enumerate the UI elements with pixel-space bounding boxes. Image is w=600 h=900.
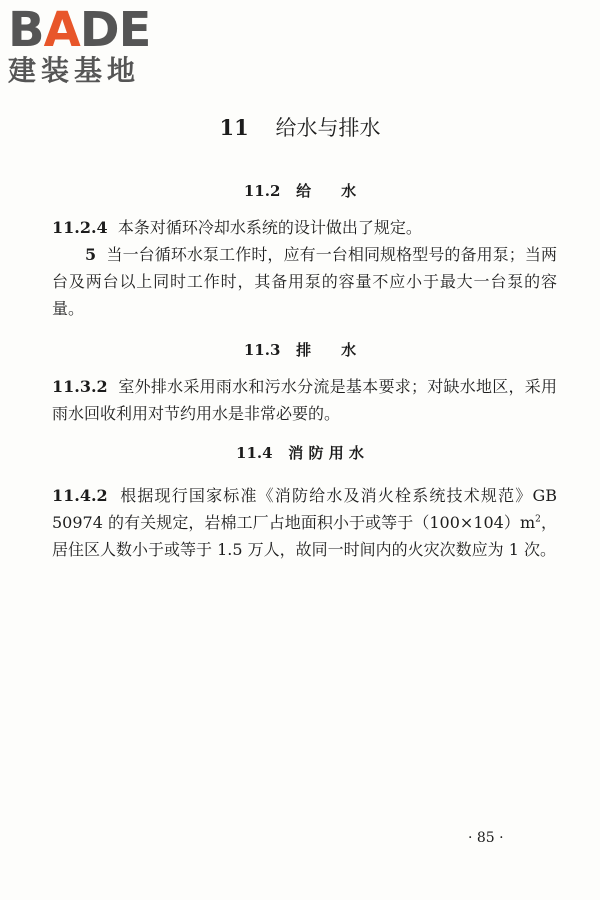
section-title: 消 防 用 水	[288, 444, 364, 462]
section-title: 给 水	[296, 182, 357, 200]
logo-subtitle: 建装基地	[8, 54, 141, 87]
logo-letters-suffix: DE	[79, 2, 151, 58]
area-unit-superscript: 2	[535, 514, 541, 525]
bade-logo	[8, 2, 176, 88]
chapter-title: 给水与排水	[275, 116, 381, 140]
section-heading-11-2	[0, 180, 600, 202]
section-number: 11.2	[243, 182, 281, 200]
clause-number: 11.2.4	[52, 218, 108, 237]
section-number: 11.3	[243, 341, 281, 359]
clause-11-3-2	[52, 373, 557, 427]
logo-letter-accent: A	[43, 2, 80, 58]
section-heading-11-4	[0, 442, 600, 464]
section-title: 排 水	[296, 341, 357, 359]
clause-number: 11.4.2	[52, 486, 108, 505]
clause-number: 11.3.2	[52, 377, 108, 396]
logo-wordmark	[8, 2, 176, 58]
clause-text-part-2: ，居住区人数小于或等于 1.5 万人，故同一时间内的火灾次数应为 1 次。	[52, 513, 557, 559]
page-number: · 85 ·	[468, 830, 504, 846]
section-number: 11.4	[236, 444, 273, 462]
clause-11-4-2	[52, 482, 557, 563]
clause-text-part-1: 根据现行国家标准《消防给水及消火栓系统技术规范》GB 50974 的有关规定，岩棉工厂占地面积小于或等于（100×104）m	[52, 486, 557, 532]
clause-text: 室外排水采用雨水和污水分流是基本要求；对缺水地区，采用雨水回收利用对节约用水是非常必要的。	[52, 377, 557, 423]
clause-text: 本条对循环冷却水系统的设计做出了规定。	[117, 218, 422, 237]
section-heading-11-3	[0, 339, 600, 361]
clause-11-2-4	[52, 214, 557, 241]
clause-item-number: 5	[85, 245, 97, 264]
chapter-heading	[0, 114, 600, 142]
chapter-number: 11	[219, 115, 249, 140]
logo-letters-prefix: B	[8, 2, 44, 58]
clause-11-2-4-item-5	[52, 241, 557, 322]
clause-text: 当一台循环水泵工作时，应有一台相同规格型号的备用泵；当两台及两台以上同时工作时，其备用泵的容量不应小于最大一台泵的容量。	[52, 245, 557, 318]
